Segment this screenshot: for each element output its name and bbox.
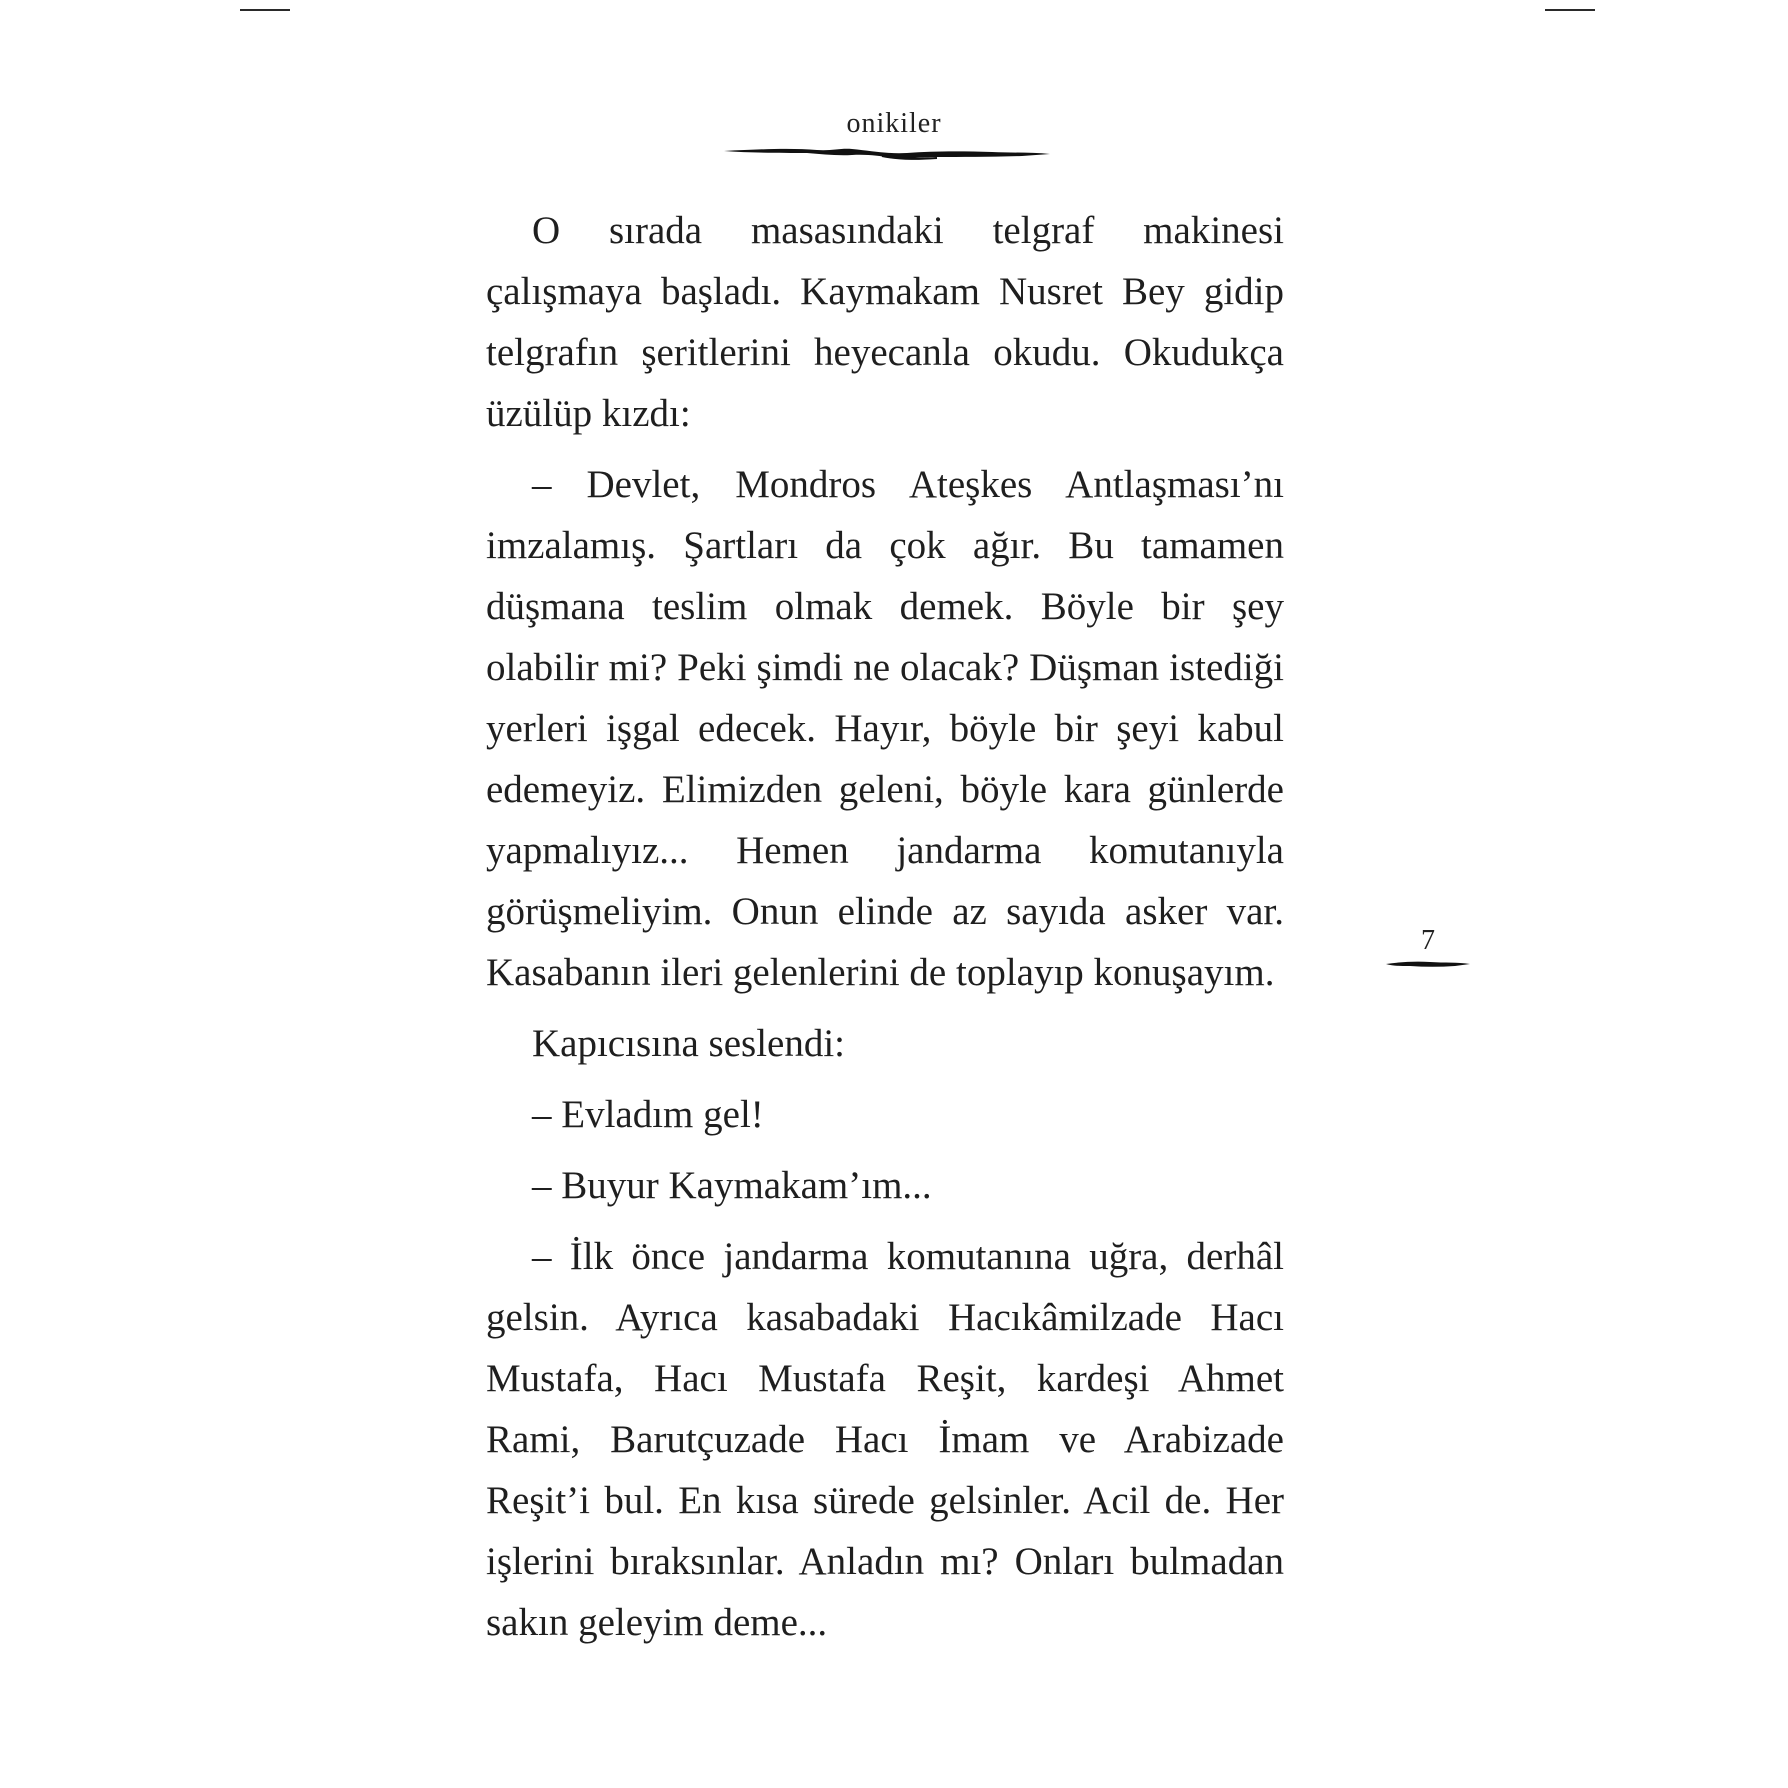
page-number-brush-icon [1385, 956, 1471, 970]
body-text [486, 200, 1284, 1663]
brush-stroke-ornament [722, 142, 1052, 162]
running-title: onikiler [846, 108, 942, 139]
paragraph: – İlk önce jandarma komutanına uğra, derhâl gelsin. Ayrıca kasabadaki Hacıkâmilzade Hacı Mustafa, Hacı Mustafa Reşit, kardeşi Ahmet Rami, Barutçuzade Hacı İmam ve Arabizade Reşit’i bul. En kısa sürede gelsinler. Acil de. Her işlerini bıraksınlar. Anladın mı? Onları bulmadan sakın geleyim deme... [486, 1235, 1284, 1644]
paragraph: – Devlet, Mondros Ateşkes Antlaşması’nı imzalamış. Şartları da çok ağır. Bu tamamen düşmana teslim olmak demek. Böyle bir şey olabilir mi? Peki şimdi ne olacak? Düşman istediği yerleri işgal edecek. Hayır, böyle bir şeyi kabul edemeyiz. Elimizden geleni, böyle kara günlerde yapmalıyız... Hemen jandarma komutanıyla görüşmeliyim. Onun elinde az sayıda asker var. Kasabanın ileri gelenlerini de toplayıp konuşayım. [486, 463, 1284, 994]
paragraph: Kapıcısına seslendi: [532, 1022, 846, 1065]
crop-mark-left [240, 9, 290, 11]
paragraph: – Buyur Kaymakam’ım... [532, 1164, 932, 1207]
crop-mark-right [1545, 9, 1595, 11]
paragraph: O sırada masasındaki telgraf makinesi çalışmaya başladı. Kaymakam Nusret Bey gidip telgrafın şeritlerini heyecanla okudu. Okudukça üzülüp kızdı: [486, 209, 1284, 435]
paragraph: – Evladım gel! [532, 1093, 764, 1136]
page-number: 7 [1421, 925, 1435, 956]
